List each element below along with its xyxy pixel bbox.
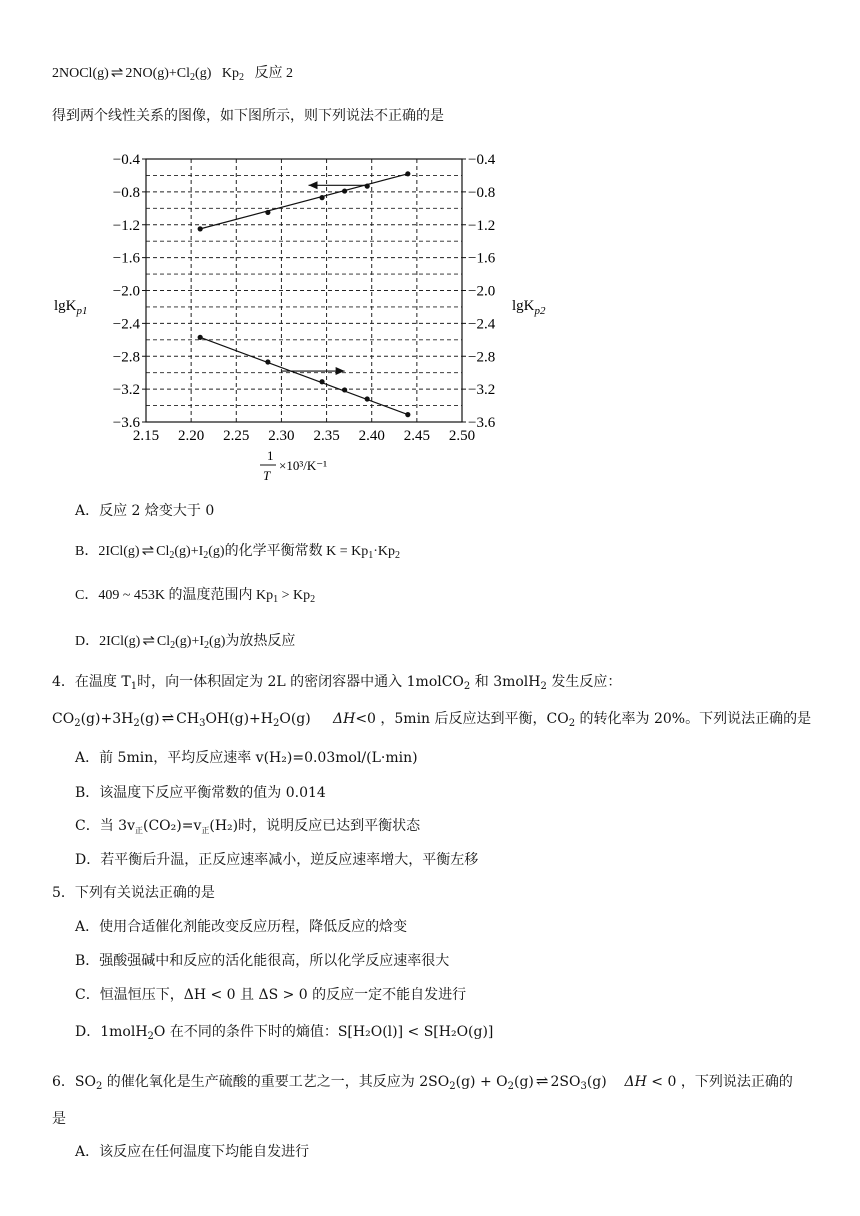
y-axis-right-label: lgK$_{p2}$ — [512, 298, 546, 317]
y-right-tick-label: −0.8 — [468, 184, 496, 201]
q3-option-d[interactable]: D．2ICl(g) ⇌ $Cl_2(g)+I_2(g)$为放热反应 — [75, 633, 296, 651]
x-axis-label-numerator: 1 — [267, 448, 274, 463]
x-tick-label: 2.35 — [313, 428, 340, 444]
y-right-tick-label: −0.4 — [468, 152, 496, 168]
series-1-point — [198, 226, 203, 231]
y-left-tick-label: −3.2 — [112, 382, 140, 399]
y-right-tick-label: −2.8 — [468, 349, 496, 366]
q4-option-d[interactable]: D．若平衡后升温，正反应速率减小，逆反应速率增大，平衡左移 — [75, 852, 479, 868]
y-left-tick-label: −2.0 — [112, 283, 140, 300]
y-left-tick-label: −0.4 — [112, 152, 140, 168]
y-right-tick-label: −1.6 — [468, 250, 496, 267]
series-1-point — [405, 171, 410, 176]
q3-option-b[interactable]: B．2ICl(g) ⇌ $Cl_2(g)+I_2(g)$的化学平衡常数 $K = Kp_1\cdot Kp_2$ — [75, 543, 400, 561]
y-left-tick-label: −2.4 — [112, 316, 140, 333]
x-tick-label: 2.15 — [132, 428, 160, 444]
lgk-vs-inverse-temperature-chart — [40, 140, 560, 490]
q5-option-d[interactable]: D．1molH$_2$O 在不同的条件下时的熵值：S[H₂O(l)] < S[H₂O(g)] — [75, 1024, 494, 1042]
series-2-point — [319, 379, 324, 384]
y-left-tick-label: −3.6 — [112, 415, 140, 431]
x-axis-label-denominator: T — [263, 468, 271, 483]
x-tick-label: 2.45 — [403, 428, 430, 444]
y-axis-left-label: lgK$_{p1}$ — [54, 298, 88, 317]
q4-option-c[interactable]: C．当 $3v_正(CO_2)=v_正(H_2)$时，说明反应已达到平衡状态 — [75, 818, 421, 835]
x-axis-label-rest: ×10³/K⁻¹ — [279, 458, 327, 473]
series-1-point — [319, 195, 324, 200]
y-left-tick-label: −1.6 — [112, 250, 140, 267]
q5-option-a[interactable]: A．使用合适催化剂能改变反应历程，降低反应的焓变 — [75, 919, 408, 935]
y-right-tick-label: −2.4 — [468, 316, 496, 333]
y-right-tick-label: −3.6 — [468, 415, 496, 431]
q6-option-a[interactable]: A．该反应在任何温度下均能自发进行 — [75, 1144, 310, 1160]
series-1-point — [265, 210, 270, 215]
x-tick-label: 2.20 — [178, 428, 205, 444]
x-tick-label: 2.50 — [448, 428, 476, 444]
q4-option-b[interactable]: B．该温度下反应平衡常数的值为 0.014 — [75, 785, 326, 801]
y-right-tick-label: −2.0 — [468, 283, 496, 300]
x-tick-label: 2.25 — [223, 428, 250, 444]
reaction-2-equation: 2NOCl(g) ⇌ $2NO(g)+Cl_2(g)$ $Kp_2$ 反应 2 — [52, 65, 293, 83]
x-tick-label: 2.30 — [268, 428, 295, 444]
chart-ticks — [113, 152, 496, 444]
series-1-point — [342, 188, 347, 193]
question-3-intro: 得到两个线性关系的图像，如下图所示，则下列说法不正确的是 — [52, 108, 444, 124]
x-tick-label: 2.40 — [358, 428, 385, 444]
y-right-tick-label: −3.2 — [468, 382, 496, 399]
q5-option-c[interactable]: C．恒温恒压下，ΔH < 0 且 ΔS > 0 的反应一定不能自发进行 — [75, 987, 467, 1003]
q5-stem: 5．下列有关说法正确的是 — [52, 885, 215, 901]
q3-option-a[interactable]: A．反应 2 焓变大于 0 — [75, 503, 215, 519]
q5-option-b[interactable]: B．强酸强碱中和反应的活化能很高，所以化学反应速率很大 — [75, 953, 450, 969]
series-1-point — [365, 184, 370, 189]
q6-stem-line-1: 6．$SO_2$ 的催化氧化是生产硫酸的重要工艺之一，其反应为 $2SO_2(g) + O_2(g)$ ⇌ $2SO_3(g)$ ΔH < 0 ，下列说法正确的 — [52, 1072, 793, 1092]
q6-stem-line-2: 是 — [52, 1111, 66, 1127]
y-left-tick-label: −2.8 — [112, 349, 140, 366]
direction-arrow-head-left — [309, 181, 318, 189]
q3-option-c[interactable]: C．409 ~ 453K 的温度范围内 $Kp_1 > Kp_2$ — [75, 588, 316, 605]
y-left-tick-label: −0.8 — [112, 184, 140, 201]
series-2-point — [365, 396, 370, 401]
chart-grid — [146, 159, 462, 422]
series-2-point — [342, 387, 347, 392]
q4-stem-line-2: $CO_2(g)+3H_2(g)$ ⇌ $CH_3OH(g)+H_2O(g)$ ΔH<0 ，5min 后反应达到平衡，$CO_2$ 的转化率为 20%。下列说法正确的是 — [52, 709, 812, 729]
series-2-line — [200, 337, 408, 414]
series-2-point — [198, 335, 203, 340]
q4-option-a[interactable]: A．前 5min，平均反应速率 v(H₂)=0.03mol/(L·min) — [75, 750, 418, 766]
direction-arrow-head-right — [336, 367, 345, 375]
y-right-tick-label: −1.2 — [468, 217, 496, 234]
series-2-point — [405, 412, 410, 417]
series-1-line — [200, 174, 408, 229]
series-2-point — [265, 359, 270, 364]
q4-stem-line-1: 4．在温度 $T_1$时，向一体积固定为 2L 的密闭容器中通入 1molCO$_2$ 和 3molH$_2$ 发生反应： — [52, 674, 622, 692]
y-left-tick-label: −1.2 — [112, 217, 140, 234]
